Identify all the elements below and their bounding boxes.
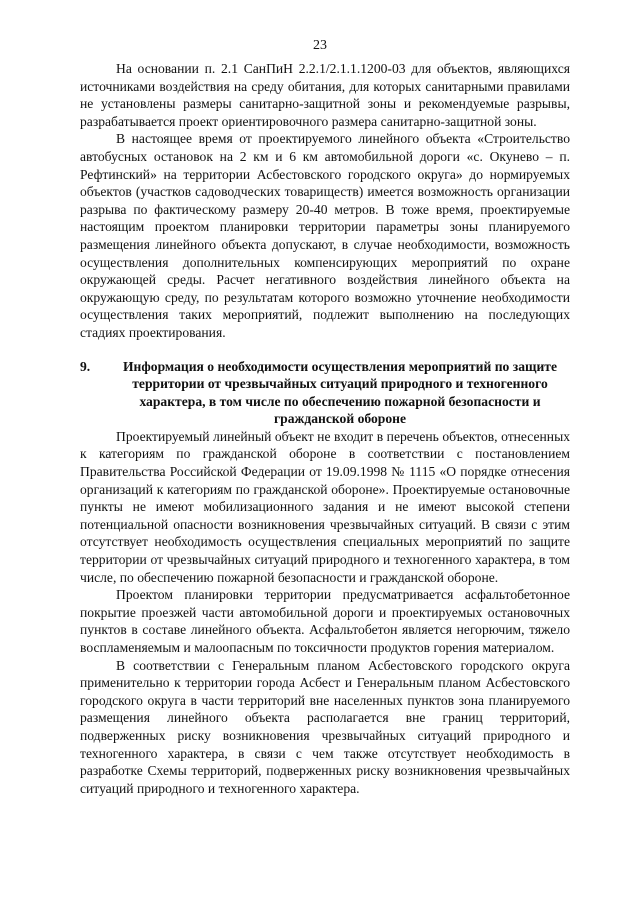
paragraph-asphalt-coverage: Проектом планировки территории предусматривается асфальтобетонное покрытие проезжей части автомобильной дороги и проектируемых остановочных пунктов в составе линейного объекта. Асфальтобетон является негорючим, тяжело воспламеняемым и малоопасным по токсичности продуктов горения материалом. xyxy=(80,587,570,655)
paragraph-sanitary-gap: В настоящее время от проектируемого линейного объекта «Строительство автобусных остановок на 2 км и 6 км автомобильной дороги «с. Окунево – п. Рефтинский» на территории Асбестовского городского округа» до нормируемых объектов (участков садоводческих товариществ) имеется возможность организации разрыва по фактическому размеру 20-40 метров. В тоже время, проектируемые настоящим проектом планировки территории параметры зоны планируемого размещения линейного объекта допускают, в случае необходимости, возможность осуществления дополнительных компенсирующих мероприятий по охране окружающей среды. Расчет негативного воздействия линейного объекта на окружающую среду, по результатам которого возможно уточнение необходимости осуществления таких мероприятий, подлежит выполнению на последующих стадиях проектирования. xyxy=(80,131,570,340)
paragraph-general-plan: В соответствии с Генеральным планом Асбестовского городского округа применительно к территории города Асбест и Генеральным планом Асбестовского городского округа в части территорий вне населенных пунктов зона планируемого размещения линейного объекта располагается вне границ территорий, подверженных риску возникновения чрезвычайных ситуаций природного и техногенного характера, в связи с чем также отсутствует необходимость в разработке Схемы территорий, подверженных риску возникновения чрезвычайных ситуаций природного и техногенного характера. xyxy=(80,657,570,796)
section-heading xyxy=(80,358,570,428)
paragraph-sanpin: На основании п. 2.1 СанПиН 2.2.1/2.1.1.1200-03 для объектов, являющихся источниками воздействия на среду обитания, для которых санитарными правилами не установлены размеры санитарно-защитной зоны и рекомендуемые разрывы, разрабатывается проект ориентировочного размера санитарно-защитной зоны. xyxy=(80,61,570,129)
page-content xyxy=(80,60,570,797)
section-number: 9. xyxy=(80,358,91,374)
section-title: Информация о необходимости осуществления мероприятий по защите территории от чрезвычайных ситуаций природного и техногенного характера, в том числе по обеспечению пожарной безопасности и гражданской обороне xyxy=(122,358,558,427)
paragraph-civil-defense: Проектируемый линейный объект не входит в перечень объектов, отнесенных к категориям по гражданской обороне в соответствии с постановлением Правительства Российской Федерации от 19.09.1998 № 1115 «О порядке отнесения организаций к категориям по гражданской обороне». Проектируемые остановочные пункты не имеют мобилизационного задания и не имеют высокой степени потенциальной опасности возникновения чрезвычайных ситуаций. В связи с этим отсутствует необходимость осуществления специальных мероприятий по защите территории от чрезвычайных ситуаций природного и техногенного характера, в том числе, по обеспечению пожарной безопасности и гражданской обороне. xyxy=(80,428,570,585)
page-number: 23 xyxy=(313,38,327,53)
